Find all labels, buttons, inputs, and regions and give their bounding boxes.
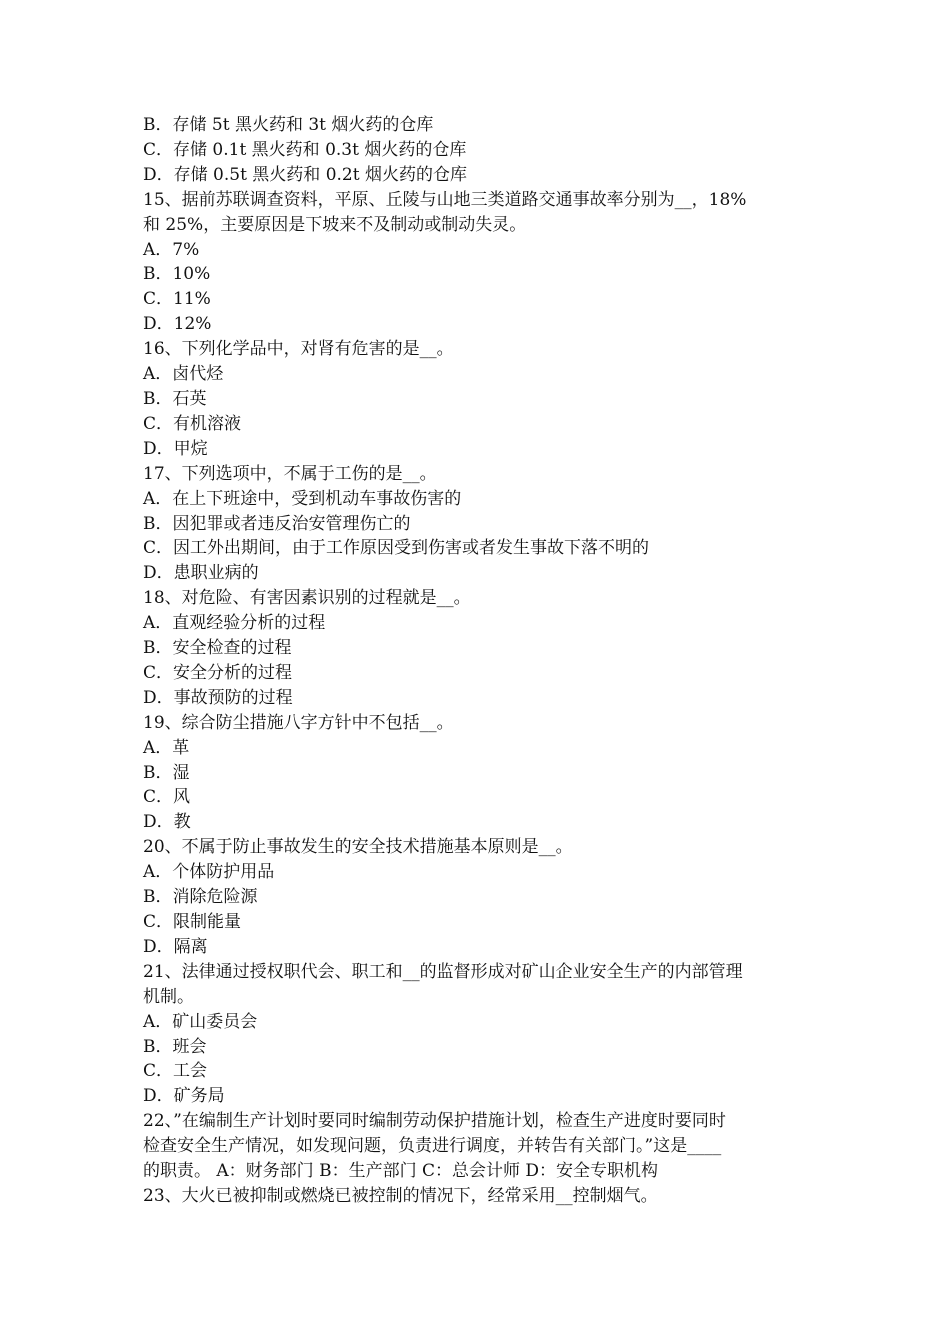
text-line: D．12%: [143, 314, 212, 335]
text-line: 18、对危险、有害因素识别的过程就是__。: [143, 588, 471, 609]
text-line: A．矿山委员会: [143, 1011, 258, 1032]
text-line: 15、据前苏联调查资料，平原、丘陵与山地三类道路交通事故率分别为__，18%: [143, 189, 747, 210]
text-line: 21、法律通过授权职代会、职工和__的监督形成对矿山企业安全生产的内部管理: [143, 961, 743, 982]
text-line: A．7%: [143, 239, 200, 260]
text-line: C．限制能量: [143, 912, 242, 932]
text-line: 检查安全生产情况，如发现问题，负责进行调度，并转告有关部门。”这是____: [143, 1136, 722, 1157]
text-line: C．存储 0.1t 黑火药和 0.3t 烟火药的仓库: [143, 139, 467, 160]
text-line: B．因犯罪或者违反治安管理伤亡的: [143, 513, 411, 534]
text-line: B．消除危险源: [143, 887, 258, 908]
text-line: 23、大火已被抑制或燃烧已被控制的情况下，经常采用__控制烟气。: [143, 1185, 658, 1206]
text-line: 机制。: [143, 986, 194, 1007]
text-line: D．矿务局: [143, 1086, 225, 1107]
text-line: A．直观经验分析的过程: [143, 613, 326, 634]
text-line: B．石英: [143, 388, 207, 409]
text-line: B．班会: [143, 1036, 207, 1057]
text-line: 20、不属于防止事故发生的安全技术措施基本原则是__。: [143, 837, 573, 858]
text-line: C．因工外出期间，由于工作原因受到伤害或者发生事故下落不明的: [143, 538, 650, 559]
text-line: 的职责。 A：财务部门 B：生产部门 C：总会计师 D：安全专职机构: [143, 1161, 659, 1182]
text-line: D．存储 0.5t 黑火药和 0.2t 烟火药的仓库: [143, 164, 467, 185]
text-line: C．11%: [143, 289, 211, 310]
text-line: C．风: [143, 787, 191, 808]
text-line: C．工会: [143, 1061, 208, 1082]
text-line: D．教: [143, 812, 191, 833]
text-line: C．安全分析的过程: [143, 662, 293, 683]
text-line: D．事故预防的过程: [143, 687, 293, 708]
text-line: 16、下列化学品中，对肾有危害的是__。: [143, 339, 454, 360]
text-line: A．个体防护用品: [143, 862, 275, 883]
text-line: D．甲烷: [143, 438, 208, 459]
text-line: 17、下列选项中，不属于工伤的是__。: [143, 463, 437, 484]
text-line: 22、”在编制生产计划时要同时编制劳动保护措施计划，检查生产进度时要同时: [143, 1111, 726, 1132]
text-line: C．有机溶液: [143, 413, 242, 434]
text-line: B．10%: [143, 264, 211, 285]
document-page: [143, 113, 813, 1209]
text-line: 和 25%，主要原因是下坡来不及制动或制动失灵。: [143, 214, 527, 235]
text-line: B．湿: [143, 762, 190, 783]
text-line: B．安全检查的过程: [143, 638, 292, 659]
text-line: A．革: [143, 737, 190, 758]
text-line: 19、综合防尘措施八字方针中不包括__。: [143, 712, 454, 733]
text-line: B．存储 5t 黑火药和 3t 烟火药的仓库: [143, 115, 434, 135]
text-line: D．隔离: [143, 936, 208, 957]
text-line: A．在上下班途中，受到机动车事故伤害的: [143, 488, 462, 509]
text-line: D．患职业病的: [143, 563, 259, 584]
text-line: A．卤代烃: [143, 364, 224, 385]
